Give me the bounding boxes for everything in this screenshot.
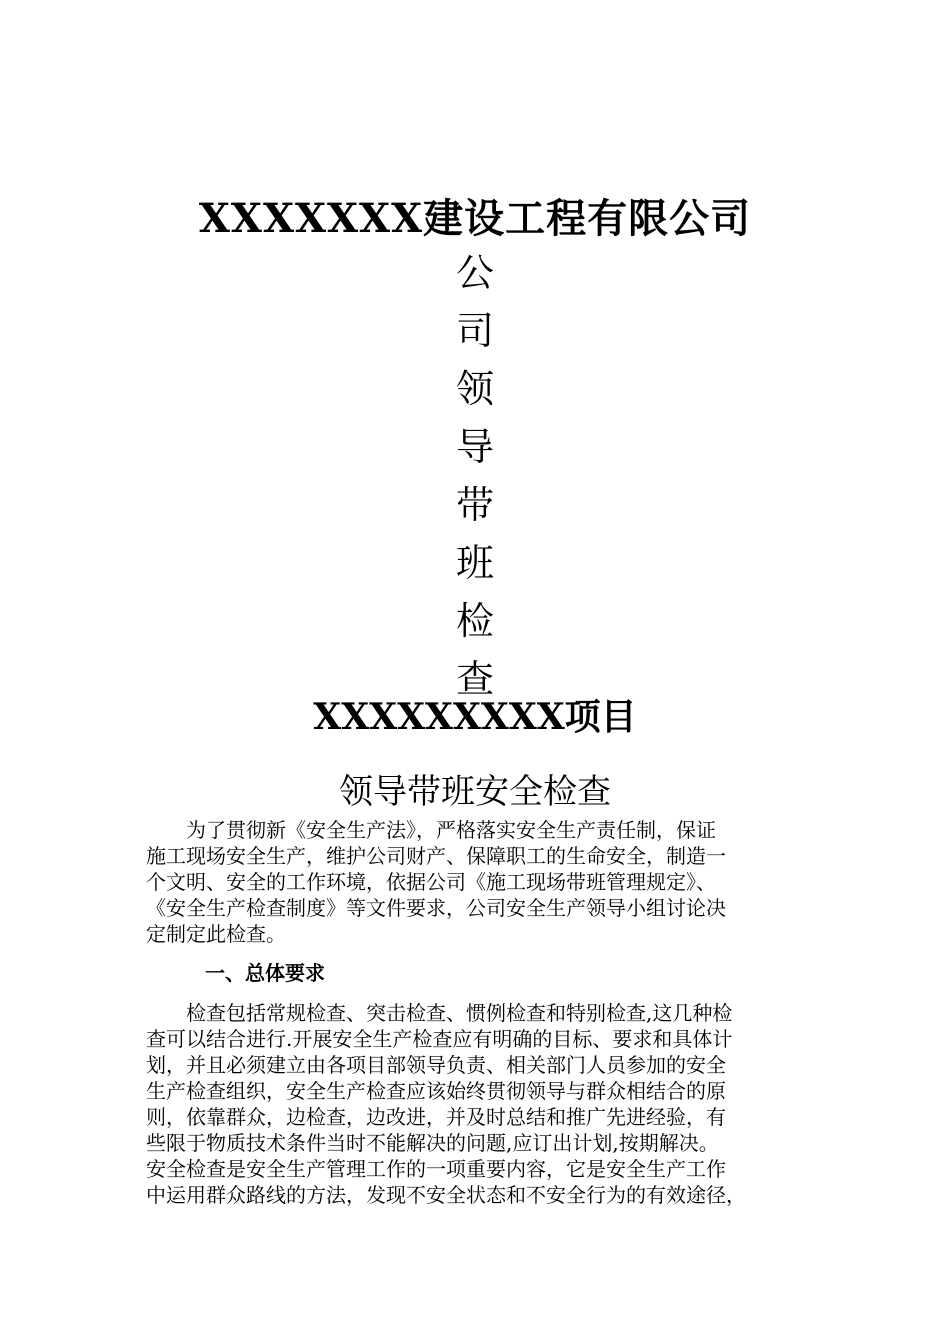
general-line: 生产检查组织，安全生产检查应该始终贯彻领导与群众相结合的原 <box>146 1079 726 1103</box>
section-heading-general-requirements: 一、总体要求 <box>205 961 325 985</box>
vertical-title-char: 带 <box>455 483 494 527</box>
vertical-title-char: 领 <box>455 367 494 411</box>
intro-line: 《安全生产检查制度》等文件要求，公司安全生产领导小组讨论决 <box>146 896 726 920</box>
intro-line: 为了贯彻新《安全生产法》，严格落实安全生产责任制，保证 <box>146 818 716 842</box>
intro-line: 个文明、安全的工作环境，依据公司《施工现场带班管理规定》、 <box>146 870 716 894</box>
general-line: 中运用群众路线的方法，发现不安全状态和不安全行为的有效途径， <box>146 1183 746 1207</box>
general-line: 查可以结合进行.开展安全生产检查应有明确的目标、要求和具体计 <box>146 1027 733 1051</box>
vertical-title-char: 司 <box>455 309 494 353</box>
vertical-title <box>425 244 525 708</box>
general-line: 检查包括常规检查、突击检查、惯例检查和特别检查,这几种检 <box>146 1001 733 1025</box>
general-line: 些限于物质技术条件当时不能解决的问题,应订出计划,按期解决。 <box>146 1131 719 1155</box>
intro-paragraph <box>146 817 826 947</box>
vertical-title-char: 检 <box>455 599 494 643</box>
vertical-title-char: 班 <box>455 541 494 585</box>
project-title: XXXXXXXXX项目 <box>313 696 637 738</box>
intro-line: 定制定此检查。 <box>146 922 286 946</box>
general-line: 则，依靠群众，边检查，边改进，并及时总结和推广先进经验，有 <box>146 1105 726 1129</box>
general-requirements-paragraph <box>146 1000 826 1208</box>
vertical-title-char: 公 <box>455 251 494 295</box>
inspection-title: 领导带班安全检查 <box>339 772 611 812</box>
vertical-title-char: 导 <box>455 425 494 469</box>
company-title: XXXXXXX建设工程有限公司 <box>198 195 752 242</box>
vertical-title-char: 查 <box>455 657 494 701</box>
general-line: 安全检查是安全生产管理工作的一项重要内容，它是安全生产工作 <box>146 1157 726 1181</box>
intro-line: 施工现场安全生产，维护公司财产、保障职工的生命安全，制造一 <box>146 844 726 868</box>
general-line: 划，并且必须建立由各项目部领导负责、相关部门人员参加的安全 <box>146 1053 726 1077</box>
